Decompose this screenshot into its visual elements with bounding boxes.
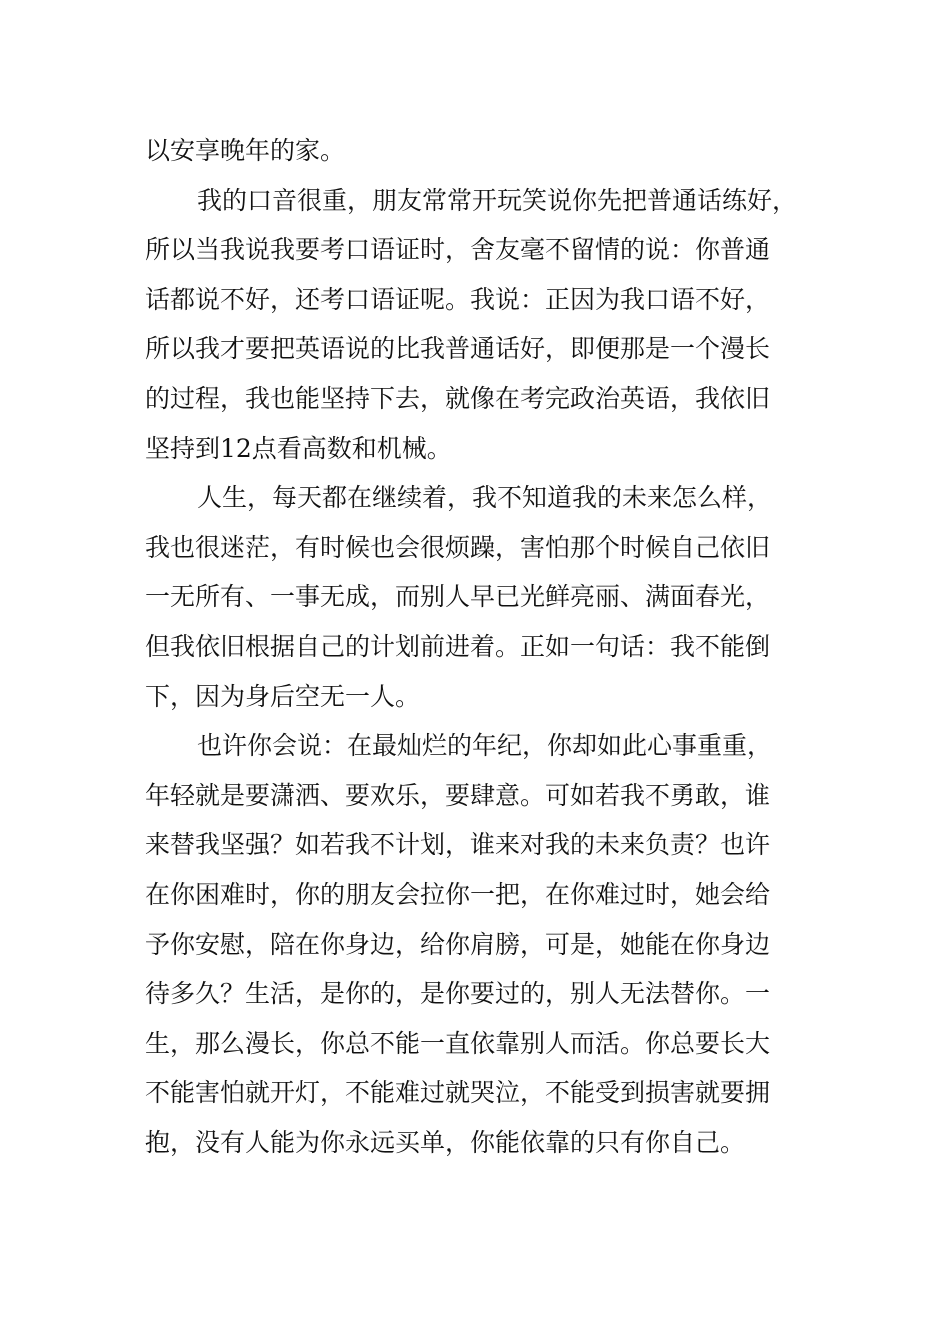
text-line: 下，因为身后空无一人。: [145, 681, 421, 711]
text-line: 来替我坚强？如若我不计划，谁来对我的未来负责？也许: [145, 830, 771, 860]
text-line: 生，那么漫长，你总不能一直依靠别人而活。你总要长大: [145, 1028, 771, 1058]
text-line: 话都说不好，还考口语证呢。我说：正因为我口语不好，: [145, 284, 771, 314]
text-line: 一无所有、一事无成，而别人早已光鲜亮丽、满面春光，: [145, 582, 771, 612]
text-line: 待多久？生活，是你的，是你要过的，别人无法替你。一: [145, 979, 771, 1009]
text-line: 坚持到12点看高数和机械。: [145, 433, 452, 463]
text-line: 在你困难时，你的朋友会拉你一把，在你难过时，她会给: [145, 879, 771, 909]
text-line: 所以当我说我要考口语证时，舍友毫不留情的说：你普通: [145, 235, 771, 265]
text-line: 年轻就是要潇洒、要欢乐，要肆意。可如若我不勇敢，谁: [145, 780, 771, 810]
paragraph-first-line: 也许你会说：在最灿烂的年纪，你却如此心事重重，: [197, 731, 773, 761]
text-line: 予你安慰，陪在你身边，给你肩膀，可是，她能在你身边: [145, 929, 771, 959]
paragraph-first-line: 我的口音很重，朋友常常开玩笑说你先把普通话练好，: [197, 185, 798, 215]
text-line: 的过程，我也能坚持下去，就像在考完政治英语，我依旧: [145, 383, 771, 413]
text-line: 以安享晚年的家。: [145, 136, 346, 165]
text-line: 我也很迷茫，有时候也会很烦躁，害怕那个时候自己依旧: [145, 532, 771, 562]
document-body: [145, 126, 810, 1167]
text-line: 不能害怕就开灯，不能难过就哭泣，不能受到损害就要拥: [145, 1078, 771, 1108]
text-line: 所以我才要把英语说的比我普通话好，即便那是一个漫长: [145, 334, 771, 364]
text-line: 但我依旧根据自己的计划前进着。正如一句话：我不能倒: [145, 631, 771, 661]
text-line: 抱，没有人能为你永远买单，你能依靠的只有你自己。: [145, 1127, 746, 1157]
paragraph-first-line: 人生，每天都在继续着，我不知道我的未来怎么样，: [197, 483, 773, 513]
